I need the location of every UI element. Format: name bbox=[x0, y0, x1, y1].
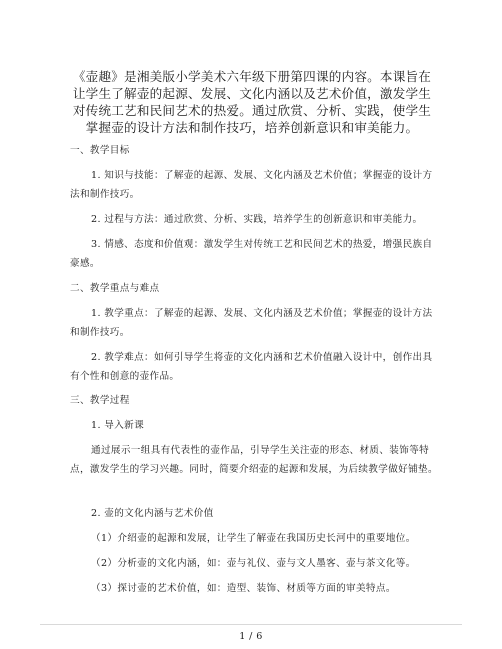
process-item-2-2: （2）分析壶的文化内涵，如：壶与礼仪、壶与文人墨客、壶与茶文化等。 bbox=[91, 558, 416, 569]
footer-divider bbox=[40, 624, 462, 625]
process-subheading-2: 2. 壶的文化内涵与艺术价值 bbox=[91, 508, 214, 519]
key-point-item-1: 1. 教学重点：了解壶的起源、发展、文化内涵及艺术价值；掌握壶的设计方法和制作技巧。 bbox=[70, 308, 433, 338]
objective-item-2: 2. 过程与方法：通过欣赏、分析、实践，培养学生的创新意识和审美能力。 bbox=[91, 214, 423, 225]
process-item-2-3: （3）探讨壶的艺术价值，如：造型、装饰、材质等方面的审美特点。 bbox=[91, 583, 396, 594]
objective-item-1: 1. 知识与技能：了解壶的起源、发展、文化内涵及艺术价值；掌握壶的设计方法和制作技巧。 bbox=[70, 170, 433, 200]
section-heading-objectives: 一、教学目标 bbox=[70, 145, 130, 156]
intro-paragraph: 《壶趣》是湘美版小学美术六年级下册第四课的内容。本课旨在让学生了解壶的起源、发展、文化内涵以及艺术价值，激发学生对传统工艺和民间艺术的热爱。通过欣赏、分析、实践，使学生掌握壶的设计方法和制作技巧，培养创新意识和审美能力。 bbox=[72, 69, 432, 135]
objective-item-3: 3. 情感、态度和价值观：激发学生对传统工艺和民间艺术的热爱，增强民族自豪感。 bbox=[70, 239, 433, 269]
process-item-2-1: （1）介绍壶的起源和发展，让学生了解壶在我国历史长河中的重要地位。 bbox=[91, 533, 416, 544]
process-subheading-1: 1. 导入新课 bbox=[91, 420, 145, 431]
key-point-item-2: 2. 教学难点：如何引导学生将壶的文化内涵和艺术价值融入设计中，创作出具有个性和创意的壶作品。 bbox=[70, 352, 433, 382]
section-heading-process: 三、教学过程 bbox=[70, 395, 130, 406]
process-text-1: 通过展示一组具有代表性的壶作品，引导学生关注壶的形态、材质、装饰等特点，激发学生的学习兴趣。同时，简要介绍壶的起源和发展，为后续教学做好铺垫。 bbox=[70, 445, 438, 475]
section-heading-key-points: 二、教学重点与难点 bbox=[70, 283, 160, 294]
page-number: 1 / 6 bbox=[239, 631, 263, 642]
